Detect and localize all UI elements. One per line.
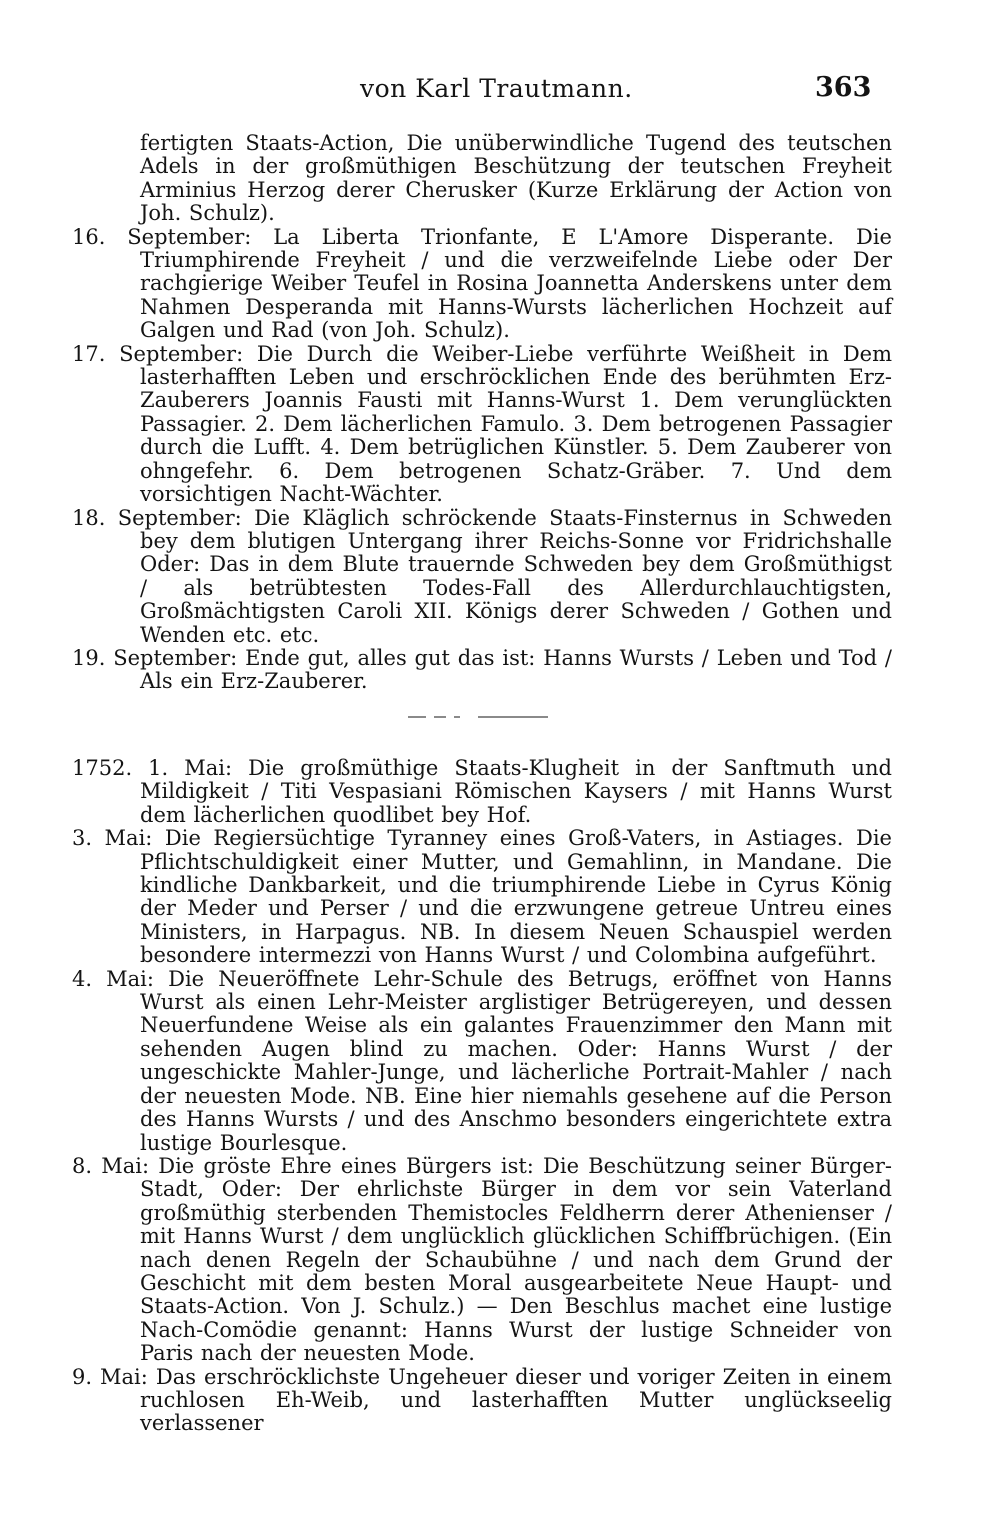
entry (72, 757, 892, 827)
entry-date: 3. Mai: (72, 826, 153, 851)
entry-text: Das erschröcklichste Ungeheuer dieser und voriger Zeiten in einem ruchlosen Eh-Weib, und lasterhafften Mutter unglückseelig verlassener (140, 1364, 892, 1436)
entry (72, 507, 892, 647)
entry-date: 8. Mai: (72, 1153, 150, 1178)
entry-text: Die Regiersüchtige Tyranney eines Groß-Vaters, in Astiages. Die Pflichtschuldigkeit einer Mutter, und Gemahlinn, in Mandane. Die kindliche Dankbarkeit, und die triumphirende Liebe in Cyrus König der Meder und Perser / und die erzwungene getreue Untreu eines Ministers, in Harpagus. NB. In diesem Neuen Schauspiel werden besondere intermezzi von Hanns Wurst / und Colombina aufgeführt. (140, 826, 892, 968)
entry (72, 968, 892, 1155)
entry-date: 16. September: (72, 224, 252, 249)
entry-date: 18. September: (72, 505, 242, 530)
entry-date: 9. Mai: (72, 1364, 148, 1389)
entry-text: Die Kläglich schröckende Staats-Finsternus in Schweden bey dem blutigen Untergang ihrer Reichs-Sonne vor Fridrichshalle Oder: Das in dem Blute trauernde Schweden bey dem Großmüthigst / als betrübtesten Todes-Fall des Allerdurchlauchtigsten, Großmächtigsten Caroli XII. Königs derer Schweden / Gothen und Wenden etc. etc. (140, 505, 892, 647)
section-1752-mai (72, 757, 892, 1436)
entry-text: Die großmüthige Staats-Klugheit in der Sanftmuth und Mildigkeit / Titi Vespasiani Römischen Kaysers / mit Hanns Wurst dem lächerlichen quodlibet bey Hof. (140, 756, 892, 827)
entry-date: 17. September: (72, 341, 244, 366)
section-divider (408, 714, 548, 720)
page-number: 363 (815, 72, 872, 103)
entry-text: Die Neueröffnete Lehr-Schule des Betrugs, eröffnet von Hanns Wurst als einen Lehr-Meister arglistiger Betrügereyen, und dessen Neuerfundene Weise als ein galantes Frauenzimmer den Mann mit sehenden Augen blind zu machen. Oder: Hanns Wurst / der ungeschickte Mahler-Junge, und lächerliche Portrait-Mahler / nach der neuesten Mode. NB. Eine hier niemahls gesehene auf die Person des Hanns Wursts / und des Anschmo besonders eingerichtete extra lustige Bourlesque. (140, 966, 892, 1155)
entry-text: fertigten Staats-Action, Die unüberwindliche Tugend des teutschen Adels in der großmüthigen Beschützung der teutschen Freyheit Arminius Herzog derer Cherusker (Kurze Erklärung der Action von Joh. Schulz). (140, 131, 892, 226)
entry (72, 647, 892, 694)
entry-date: 1752. 1. Mai: (72, 756, 233, 780)
entry (72, 1366, 892, 1436)
entry (72, 343, 892, 507)
entry (72, 132, 892, 226)
entry-text: La Liberta Trionfante, E L'Amore Disperante. Die Triumphirende Freyheit / und die verzweifelnde Liebe oder Der rachgierige Weiber Teufel in Rosina Joannetta Anderskens unter dem Nahmen Desperanda mit Hanns-Wursts lächerlichen Hochzeit auf Galgen und Rad (von Joh. Schulz). (140, 224, 892, 343)
entry-date: 19. September: (72, 645, 238, 670)
running-head: von Karl Trautmann. (360, 74, 633, 103)
entry-text: Die gröste Ehre eines Bürgers ist: Die Beschützung seiner Bürger-Stadt, Oder: Der ehrlichste Bürger in dem vor sein Vaterland großmüthig sterbenden Themistocles Feldherrn derer Athenienser / mit Hanns Wurst / dem unglücklich glücklichen Schiffbrüchigen. (Ein nach denen Regeln der Schaubühne / und nach dem Grund der Geschicht mit dem besten Moral ausgearbeitete Neue Haupt- und Staats-Action. Von J. Schulz.) — Den Beschlus machet eine lustige Nach-Comödie genannt: Hanns Wurst der lustige Schneider von Paris nach der neuesten Mode. (140, 1153, 892, 1366)
entry-date: 4. Mai: (72, 966, 154, 991)
section-1752-september (72, 132, 892, 694)
entry (72, 827, 892, 967)
entry-text: Ende gut, alles gut das ist: Hanns Wursts / Leben und Tod / Als ein Erz-Zauberer. (140, 645, 893, 694)
entry (72, 226, 892, 343)
entry-text: Die Durch die Weiber-Liebe verführte Weißheit in Dem lasterhafften Leben und erschröcklichen Ende des berühmten Erz-Zauberers Joannis Fausti mit Hanns-Wurst 1. Dem verunglückten Passagier. 2. Dem lächerlichen Famulo. 3. Dem betrogenen Passagier durch die Lufft. 4. Dem betrüglichen Künstler. 5. Dem Zauberer von ohngefehr. 6. Dem betrogenen Schatz-Gräber. 7. Und dem vorsichtigen Nacht-Wächter. (140, 341, 892, 507)
entry (72, 1155, 892, 1366)
